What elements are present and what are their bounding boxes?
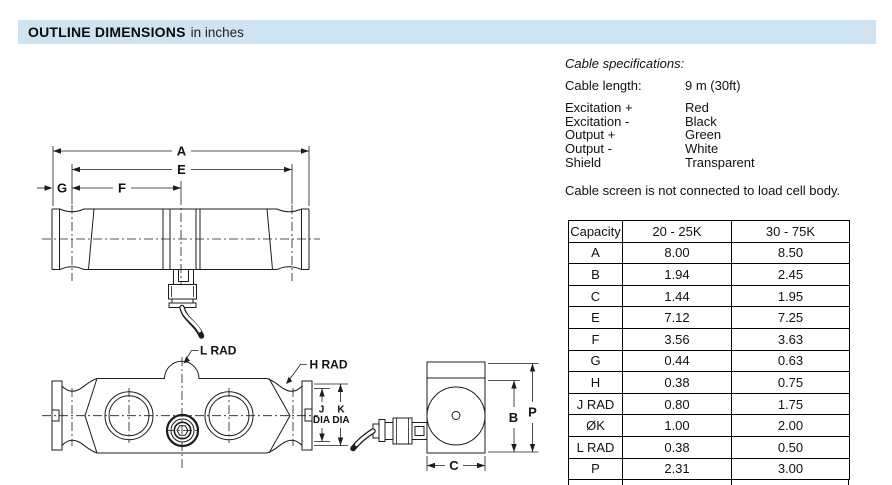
dim-value: 0.44 (623, 350, 732, 372)
cable-side-view (182, 308, 202, 337)
spec-label: Shield (565, 155, 602, 170)
cable-spec-row (565, 101, 885, 114)
spec-label: Excitation - (565, 113, 630, 129)
table-row (569, 285, 850, 307)
profile-view-annotations (184, 344, 350, 446)
dim-value: 2.00 (732, 415, 850, 437)
end-view-dimensions (427, 364, 539, 474)
dim-value: 2.45 (732, 264, 850, 286)
dim-value: 7.12 (623, 307, 732, 329)
table-grid-stub (848, 480, 849, 485)
page-subtitle: in inches (190, 24, 244, 40)
dim-label-g: G (56, 180, 68, 196)
dim-name: L RAD (569, 436, 623, 458)
spec-label: Output + (565, 127, 616, 142)
dim-value: 1.95 (732, 285, 850, 307)
label-j-dia: DIA (312, 415, 331, 426)
dim-name: G (569, 350, 623, 372)
spec-label: Output - (565, 140, 612, 156)
table-row (569, 264, 850, 286)
load-cell-outline-drawing (0, 45, 560, 485)
spec-value: Red (685, 100, 709, 115)
end-view-drawing (353, 362, 485, 453)
dim-value: 0.75 (732, 372, 850, 394)
table-row (569, 350, 850, 372)
table-row (569, 458, 850, 480)
spec-value: 9 m (30ft) (685, 78, 741, 93)
section-header-bar (18, 20, 876, 44)
dim-name: A (569, 242, 623, 264)
spec-value: Green (685, 127, 722, 142)
cable-spec-row (565, 142, 885, 155)
dim-label-p: P (528, 404, 537, 420)
dim-name: F (569, 328, 623, 350)
cable-specs-title: Cable specifications: (565, 56, 685, 71)
dim-label-f: F (118, 180, 126, 196)
dim-name: J RAD (569, 393, 623, 415)
spec-value: Transparent (685, 155, 755, 170)
spec-label: Excitation + (565, 100, 633, 115)
dim-name: B (569, 264, 623, 286)
dim-label-a: A (176, 143, 187, 159)
table-row (569, 307, 850, 329)
table-grid-stub (622, 480, 623, 485)
dim-name: C (569, 285, 623, 307)
dim-value: 8.00 (623, 242, 732, 264)
col-header-capacity: Capacity (569, 221, 623, 243)
dim-name: ØK (569, 415, 623, 437)
dim-value: 0.80 (623, 393, 732, 415)
label-k-dia: DIA (332, 415, 350, 426)
cable-spec-row (565, 79, 885, 92)
table-row (569, 328, 850, 350)
cable-gland-fitting (166, 415, 200, 446)
table-grid-stub (731, 480, 732, 485)
label-l-rad: L RAD (200, 343, 237, 358)
dim-value: 0.38 (623, 436, 732, 458)
side-view-drawing (42, 196, 320, 336)
label-j: J (318, 404, 325, 416)
dim-value: 0.50 (732, 436, 850, 458)
spec-label: Cable length: (565, 78, 642, 93)
dim-value: 2.31 (623, 458, 732, 480)
cable-screen-note: Cable screen is not connected to load cell body. (565, 183, 841, 198)
page-title: OUTLINE DIMENSIONS (28, 24, 186, 40)
dim-value: 1.00 (623, 415, 732, 437)
dim-value: 1.75 (732, 393, 850, 415)
dim-name: P (569, 458, 623, 480)
side-view-dimensions (37, 144, 309, 207)
dimensions-table (568, 220, 850, 480)
table-row (569, 393, 850, 415)
cable-spec-row (565, 156, 885, 169)
table-row (569, 242, 850, 264)
dim-label-e: E (177, 162, 186, 177)
dim-label-b: B (508, 410, 519, 425)
col-header-20-25k: 20 - 25K (623, 221, 732, 243)
dim-value: 0.38 (623, 372, 732, 394)
table-row (569, 415, 850, 437)
dim-label-c: C (449, 458, 459, 473)
dim-value: 3.63 (732, 328, 850, 350)
table-row (569, 436, 850, 458)
cable-spec-row (565, 128, 885, 141)
dim-name: E (569, 307, 623, 329)
dim-name: H (569, 372, 623, 394)
label-h-rad: H RAD (309, 357, 348, 372)
dim-value: 1.94 (623, 264, 732, 286)
dim-value: 7.25 (732, 307, 850, 329)
dim-value: 1.44 (623, 285, 732, 307)
table-row (569, 372, 850, 394)
cable-spec-row (565, 115, 885, 128)
dim-value: 3.00 (732, 458, 850, 480)
table-grid-stub (568, 480, 569, 485)
spec-value: Black (685, 113, 717, 129)
table-header-row (569, 221, 850, 243)
label-k: K (337, 404, 345, 416)
cable-end-view (353, 431, 373, 449)
dim-value: 3.56 (623, 328, 732, 350)
col-header-30-75k: 30 - 75K (732, 221, 850, 243)
dim-value: 0.63 (732, 350, 850, 372)
dim-value: 8.50 (732, 242, 850, 264)
profile-view-drawing (42, 357, 318, 469)
spec-value: White (685, 140, 719, 156)
